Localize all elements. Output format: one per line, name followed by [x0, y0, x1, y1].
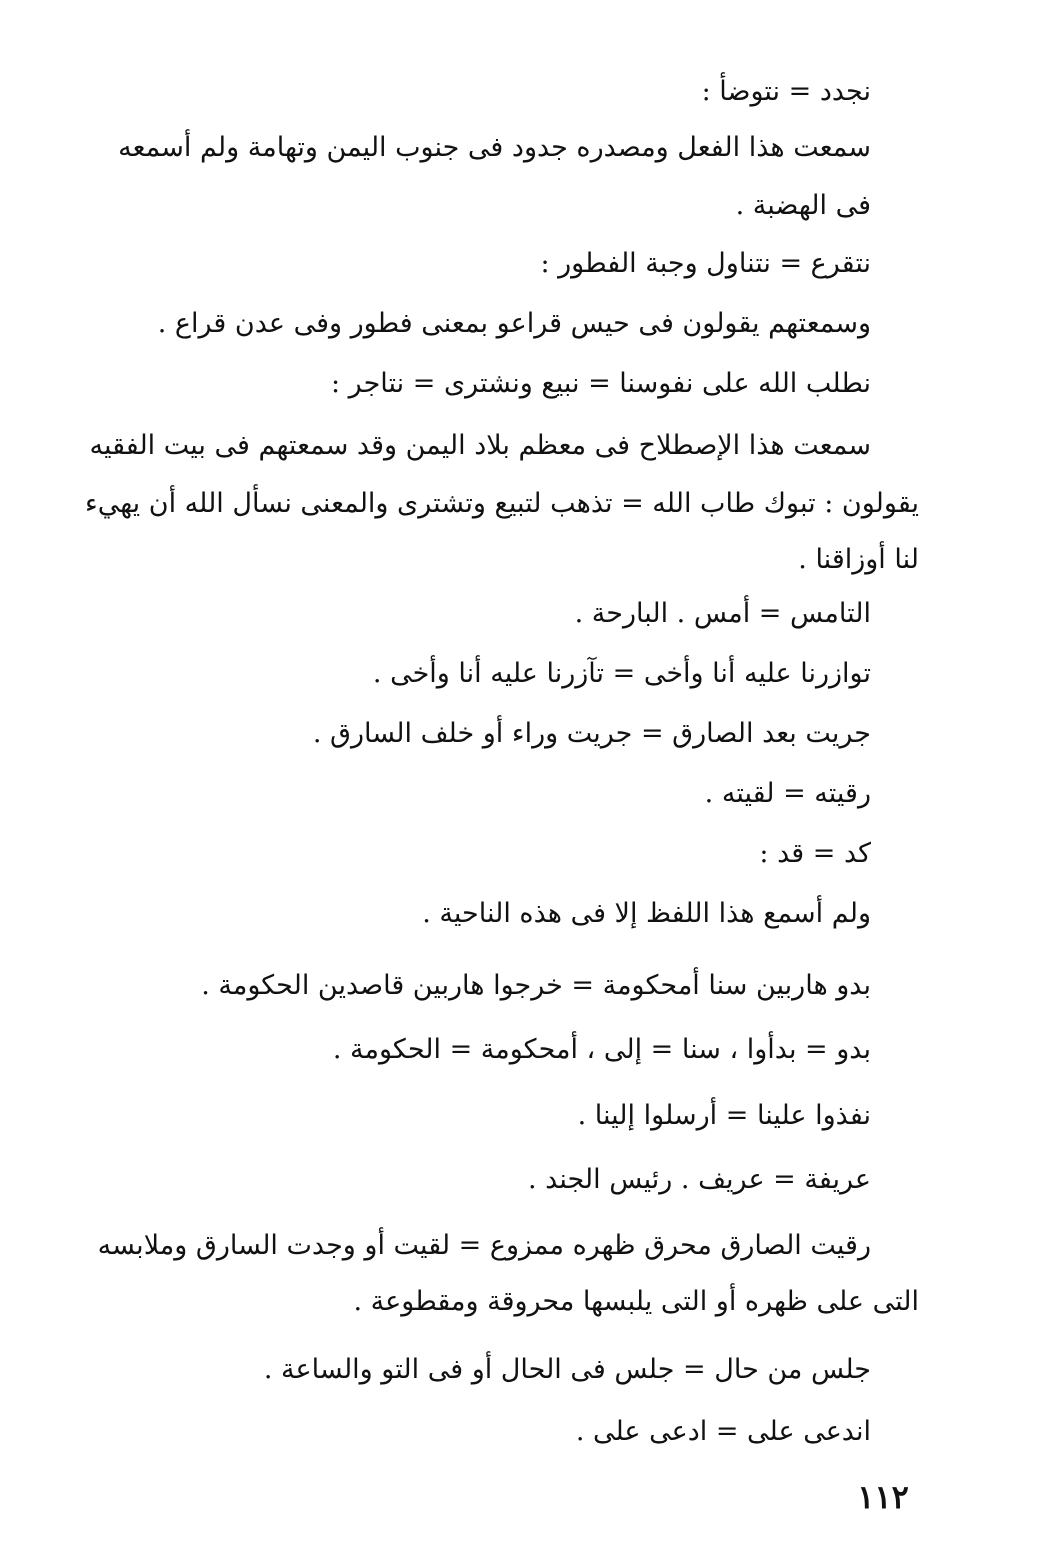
text-line: بدو = بدأوا ، سنا = إلى ، أمحكومة = الحكومة .	[332, 1034, 871, 1065]
text-line: التى على ظهره أو التى يلبسها محروقة ومقطوعة .	[353, 1286, 919, 1317]
text-line: جلس من حال = جلس فى الحال أو فى التو والساعة .	[263, 1354, 871, 1385]
text-line: بدو هاربين سنا أمحكومة = خرجوا هاربين قاصدين الحكومة .	[201, 970, 871, 1001]
text-line: سمعت هذا الفعل ومصدره جدود فى جنوب اليمن وتهامة ولم أسمعه	[118, 132, 871, 163]
text-line: فى الهضبة .	[735, 190, 871, 221]
text-line: رقيته = لقيته .	[704, 778, 871, 809]
text-line: ولم أسمع هذا اللفظ إلا فى هذه الناحية .	[422, 898, 871, 929]
text-line: يقولون : تبوك طاب الله = تذهب لتبيع وتشترى والمعنى نسأل الله أن يهيء	[85, 488, 919, 519]
text-line: نجدد = نتوضأ :	[701, 76, 871, 107]
text-line: كد = قد :	[759, 838, 871, 869]
text-line: توازرنا عليه أنا وأخى = تآزرنا عليه أنا وأخى .	[372, 658, 871, 689]
page-number: ١١٢	[857, 1478, 909, 1516]
text-line: رقيت الصارق محرق ظهره ممزوع = لقيت أو وجدت السارق وملابسه	[97, 1230, 871, 1261]
text-line: سمعت هذا الإصطلاح فى معظم بلاد اليمن وقد سمعتهم فى بيت الفقيه	[89, 430, 871, 461]
text-line: اندعى على = ادعى على .	[575, 1416, 871, 1447]
text-line: وسمعتهم يقولون فى حيس قراعو بمعنى فطور وفى عدن قراع .	[157, 308, 871, 339]
text-line: نفذوا علينا = أرسلوا إلينا .	[577, 1100, 871, 1131]
text-line: نتقرع = نتناول وجبة الفطور :	[540, 248, 871, 279]
text-line: نطلب الله على نفوسنا = نبيع ونشترى = نتاجر :	[331, 368, 871, 399]
text-line: جريت بعد الصارق = جريت وراء أو خلف السارق .	[312, 718, 871, 749]
text-line: عريفة = عريف . رئيس الجند .	[527, 1164, 871, 1195]
text-line: لنا أوزاقنا .	[798, 544, 919, 575]
text-line: التامس = أمس . البارحة .	[574, 598, 871, 629]
